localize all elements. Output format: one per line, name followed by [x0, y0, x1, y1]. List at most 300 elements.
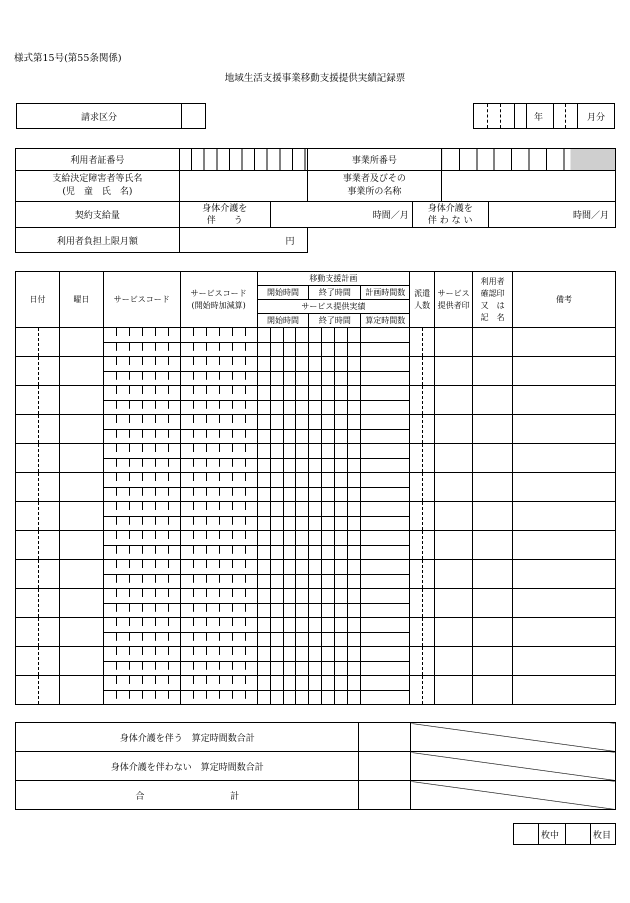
time-digit-cell[interactable] [257, 429, 270, 444]
hours-cell[interactable] [361, 458, 410, 473]
time-digit-cell[interactable] [335, 661, 348, 676]
time-digit-cell[interactable] [322, 560, 335, 575]
time-digit-cell[interactable] [309, 502, 322, 517]
hours-cell[interactable] [361, 676, 410, 691]
time-digit-cell[interactable] [335, 618, 348, 633]
copay-field[interactable] [179, 228, 307, 253]
dispatch-cell[interactable] [410, 328, 435, 357]
provider-seal-cell[interactable] [435, 415, 473, 444]
provider-seal-cell[interactable] [435, 386, 473, 415]
time-digit-cell[interactable] [322, 589, 335, 604]
time-digit-cell[interactable] [322, 444, 335, 459]
time-digit-cell[interactable] [270, 661, 283, 676]
time-digit-cell[interactable] [270, 487, 283, 502]
time-digit-cell[interactable] [348, 632, 361, 647]
time-digit-cell[interactable] [296, 342, 309, 357]
time-digit-cell[interactable] [270, 589, 283, 604]
remarks-cell[interactable] [513, 502, 616, 531]
service-code-start-cell[interactable] [180, 357, 257, 372]
hours-cell[interactable] [361, 545, 410, 560]
time-digit-cell[interactable] [270, 676, 283, 691]
hours-cell[interactable] [361, 589, 410, 604]
time-digit-cell[interactable] [309, 415, 322, 430]
service-code-cell[interactable] [103, 545, 180, 560]
service-code-start-cell[interactable] [180, 473, 257, 488]
time-digit-cell[interactable] [309, 371, 322, 386]
time-digit-cell[interactable] [322, 661, 335, 676]
with-care-total-field[interactable] [359, 723, 411, 752]
time-digit-cell[interactable] [296, 328, 309, 343]
user-confirm-cell[interactable] [473, 560, 513, 589]
time-digit-cell[interactable] [322, 328, 335, 343]
time-digit-cell[interactable] [335, 458, 348, 473]
time-digit-cell[interactable] [283, 632, 296, 647]
provider-seal-cell[interactable] [435, 531, 473, 560]
service-code-start-cell[interactable] [180, 516, 257, 531]
user-confirm-cell[interactable] [473, 386, 513, 415]
dispatch-cell[interactable] [410, 502, 435, 531]
hours-cell[interactable] [361, 386, 410, 401]
service-code-cell[interactable] [103, 531, 180, 546]
time-digit-cell[interactable] [257, 603, 270, 618]
without-care-total-field[interactable] [359, 752, 411, 781]
user-confirm-cell[interactable] [473, 357, 513, 386]
time-digit-cell[interactable] [257, 545, 270, 560]
service-code-cell[interactable] [103, 371, 180, 386]
time-digit-cell[interactable] [322, 429, 335, 444]
service-code-cell[interactable] [103, 690, 180, 705]
time-digit-cell[interactable] [335, 357, 348, 372]
time-digit-cell[interactable] [322, 400, 335, 415]
time-digit-cell[interactable] [283, 545, 296, 560]
time-digit-cell[interactable] [283, 502, 296, 517]
time-digit-cell[interactable] [283, 371, 296, 386]
remarks-cell[interactable] [513, 647, 616, 676]
remarks-cell[interactable] [513, 357, 616, 386]
time-digit-cell[interactable] [322, 676, 335, 691]
time-digit-cell[interactable] [283, 342, 296, 357]
time-digit-cell[interactable] [257, 661, 270, 676]
time-digit-cell[interactable] [296, 357, 309, 372]
time-digit-cell[interactable] [348, 400, 361, 415]
weekday-cell[interactable] [59, 531, 103, 560]
office-number-field[interactable] [442, 149, 616, 171]
time-digit-cell[interactable] [270, 444, 283, 459]
time-digit-cell[interactable] [322, 371, 335, 386]
time-digit-cell[interactable] [270, 386, 283, 401]
time-digit-cell[interactable] [335, 632, 348, 647]
time-digit-cell[interactable] [335, 589, 348, 604]
time-digit-cell[interactable] [257, 589, 270, 604]
time-digit-cell[interactable] [335, 487, 348, 502]
provider-seal-cell[interactable] [435, 328, 473, 357]
time-digit-cell[interactable] [296, 690, 309, 705]
time-digit-cell[interactable] [348, 342, 361, 357]
time-digit-cell[interactable] [348, 386, 361, 401]
dispatch-cell[interactable] [410, 444, 435, 473]
dispatch-cell[interactable] [410, 531, 435, 560]
time-digit-cell[interactable] [309, 342, 322, 357]
time-digit-cell[interactable] [322, 357, 335, 372]
time-digit-cell[interactable] [270, 357, 283, 372]
service-code-start-cell[interactable] [180, 560, 257, 575]
time-digit-cell[interactable] [322, 473, 335, 488]
hours-cell[interactable] [361, 574, 410, 589]
time-digit-cell[interactable] [348, 603, 361, 618]
time-digit-cell[interactable] [309, 661, 322, 676]
time-digit-cell[interactable] [283, 531, 296, 546]
time-digit-cell[interactable] [270, 400, 283, 415]
time-digit-cell[interactable] [348, 560, 361, 575]
hours-cell[interactable] [361, 473, 410, 488]
time-digit-cell[interactable] [322, 545, 335, 560]
service-code-cell[interactable] [103, 487, 180, 502]
time-digit-cell[interactable] [335, 574, 348, 589]
remarks-cell[interactable] [513, 473, 616, 502]
time-digit-cell[interactable] [283, 473, 296, 488]
service-code-cell[interactable] [103, 516, 180, 531]
time-digit-cell[interactable] [257, 502, 270, 517]
service-code-start-cell[interactable] [180, 342, 257, 357]
time-digit-cell[interactable] [348, 458, 361, 473]
time-digit-cell[interactable] [270, 516, 283, 531]
time-digit-cell[interactable] [322, 632, 335, 647]
time-digit-cell[interactable] [335, 502, 348, 517]
with-care-hours-field[interactable] [270, 202, 412, 227]
service-code-start-cell[interactable] [180, 589, 257, 604]
time-digit-cell[interactable] [283, 661, 296, 676]
time-digit-cell[interactable] [270, 574, 283, 589]
service-code-start-cell[interactable] [180, 502, 257, 517]
time-digit-cell[interactable] [283, 647, 296, 662]
service-code-start-cell[interactable] [180, 531, 257, 546]
time-digit-cell[interactable] [309, 647, 322, 662]
time-digit-cell[interactable] [257, 473, 270, 488]
time-digit-cell[interactable] [348, 415, 361, 430]
time-digit-cell[interactable] [309, 473, 322, 488]
hours-cell[interactable] [361, 516, 410, 531]
time-digit-cell[interactable] [257, 560, 270, 575]
service-code-start-cell[interactable] [180, 429, 257, 444]
time-digit-cell[interactable] [296, 400, 309, 415]
remarks-cell[interactable] [513, 444, 616, 473]
time-digit-cell[interactable] [309, 632, 322, 647]
time-digit-cell[interactable] [322, 458, 335, 473]
time-digit-cell[interactable] [296, 444, 309, 459]
hours-cell[interactable] [361, 618, 410, 633]
time-digit-cell[interactable] [283, 357, 296, 372]
time-digit-cell[interactable] [257, 458, 270, 473]
time-digit-cell[interactable] [322, 487, 335, 502]
time-digit-cell[interactable] [309, 603, 322, 618]
time-digit-cell[interactable] [270, 632, 283, 647]
time-digit-cell[interactable] [257, 371, 270, 386]
user-confirm-cell[interactable] [473, 473, 513, 502]
time-digit-cell[interactable] [257, 386, 270, 401]
time-digit-cell[interactable] [283, 516, 296, 531]
time-digit-cell[interactable] [257, 415, 270, 430]
date-cell[interactable] [16, 357, 60, 386]
time-digit-cell[interactable] [309, 560, 322, 575]
service-code-cell[interactable] [103, 429, 180, 444]
time-digit-cell[interactable] [296, 560, 309, 575]
weekday-cell[interactable] [59, 444, 103, 473]
provider-seal-cell[interactable] [435, 560, 473, 589]
time-digit-cell[interactable] [348, 589, 361, 604]
time-digit-cell[interactable] [283, 589, 296, 604]
time-digit-cell[interactable] [309, 618, 322, 633]
time-digit-cell[interactable] [283, 487, 296, 502]
user-confirm-cell[interactable] [473, 589, 513, 618]
time-digit-cell[interactable] [296, 632, 309, 647]
user-confirm-cell[interactable] [473, 618, 513, 647]
time-digit-cell[interactable] [296, 429, 309, 444]
time-digit-cell[interactable] [257, 647, 270, 662]
service-code-start-cell[interactable] [180, 603, 257, 618]
service-code-cell[interactable] [103, 618, 180, 633]
date-cell[interactable] [16, 618, 60, 647]
service-code-cell[interactable] [103, 328, 180, 343]
service-code-cell[interactable] [103, 589, 180, 604]
time-digit-cell[interactable] [270, 618, 283, 633]
time-digit-cell[interactable] [348, 545, 361, 560]
time-digit-cell[interactable] [348, 676, 361, 691]
time-digit-cell[interactable] [283, 560, 296, 575]
time-digit-cell[interactable] [296, 545, 309, 560]
time-digit-cell[interactable] [257, 400, 270, 415]
dispatch-cell[interactable] [410, 473, 435, 502]
remarks-cell[interactable] [513, 560, 616, 589]
weekday-cell[interactable] [59, 386, 103, 415]
time-digit-cell[interactable] [270, 502, 283, 517]
weekday-cell[interactable] [59, 589, 103, 618]
time-digit-cell[interactable] [335, 386, 348, 401]
time-digit-cell[interactable] [322, 574, 335, 589]
time-digit-cell[interactable] [296, 574, 309, 589]
time-digit-cell[interactable] [296, 618, 309, 633]
date-cell[interactable] [16, 560, 60, 589]
time-digit-cell[interactable] [296, 371, 309, 386]
provider-seal-cell[interactable] [435, 618, 473, 647]
service-code-cell[interactable] [103, 661, 180, 676]
service-code-start-cell[interactable] [180, 444, 257, 459]
hours-cell[interactable] [361, 444, 410, 459]
service-code-cell[interactable] [103, 415, 180, 430]
time-digit-cell[interactable] [335, 603, 348, 618]
time-digit-cell[interactable] [257, 632, 270, 647]
time-digit-cell[interactable] [270, 603, 283, 618]
service-code-cell[interactable] [103, 632, 180, 647]
remarks-cell[interactable] [513, 386, 616, 415]
time-digit-cell[interactable] [348, 328, 361, 343]
office-name-field[interactable] [442, 171, 616, 202]
time-digit-cell[interactable] [335, 429, 348, 444]
dispatch-cell[interactable] [410, 560, 435, 589]
service-code-start-cell[interactable] [180, 386, 257, 401]
date-cell[interactable] [16, 676, 60, 705]
provider-seal-cell[interactable] [435, 647, 473, 676]
hours-cell[interactable] [361, 531, 410, 546]
time-digit-cell[interactable] [309, 386, 322, 401]
time-digit-cell[interactable] [322, 603, 335, 618]
date-cell[interactable] [16, 502, 60, 531]
time-digit-cell[interactable] [335, 400, 348, 415]
service-code-start-cell[interactable] [180, 458, 257, 473]
time-digit-cell[interactable] [296, 473, 309, 488]
service-code-start-cell[interactable] [180, 618, 257, 633]
service-code-cell[interactable] [103, 574, 180, 589]
time-digit-cell[interactable] [335, 473, 348, 488]
time-digit-cell[interactable] [283, 415, 296, 430]
service-code-cell[interactable] [103, 647, 180, 662]
date-cell[interactable] [16, 473, 60, 502]
provider-seal-cell[interactable] [435, 473, 473, 502]
time-digit-cell[interactable] [348, 371, 361, 386]
user-confirm-cell[interactable] [473, 415, 513, 444]
time-digit-cell[interactable] [309, 429, 322, 444]
time-digit-cell[interactable] [283, 328, 296, 343]
time-digit-cell[interactable] [335, 371, 348, 386]
hours-cell[interactable] [361, 429, 410, 444]
time-digit-cell[interactable] [335, 676, 348, 691]
service-code-start-cell[interactable] [180, 632, 257, 647]
time-digit-cell[interactable] [309, 444, 322, 459]
time-digit-cell[interactable] [257, 328, 270, 343]
time-digit-cell[interactable] [309, 676, 322, 691]
date-cell[interactable] [16, 386, 60, 415]
weekday-cell[interactable] [59, 473, 103, 502]
time-digit-cell[interactable] [296, 603, 309, 618]
dispatch-cell[interactable] [410, 386, 435, 415]
time-digit-cell[interactable] [309, 574, 322, 589]
weekday-cell[interactable] [59, 676, 103, 705]
time-digit-cell[interactable] [283, 429, 296, 444]
remarks-cell[interactable] [513, 618, 616, 647]
time-digit-cell[interactable] [270, 415, 283, 430]
time-digit-cell[interactable] [309, 545, 322, 560]
hours-cell[interactable] [361, 632, 410, 647]
service-code-start-cell[interactable] [180, 690, 257, 705]
time-digit-cell[interactable] [335, 516, 348, 531]
time-digit-cell[interactable] [270, 429, 283, 444]
weekday-cell[interactable] [59, 647, 103, 676]
time-digit-cell[interactable] [348, 429, 361, 444]
time-digit-cell[interactable] [296, 647, 309, 662]
service-code-start-cell[interactable] [180, 574, 257, 589]
date-cell[interactable] [16, 415, 60, 444]
service-code-cell[interactable] [103, 473, 180, 488]
time-digit-cell[interactable] [270, 545, 283, 560]
time-digit-cell[interactable] [296, 676, 309, 691]
time-digit-cell[interactable] [270, 342, 283, 357]
hours-cell[interactable] [361, 502, 410, 517]
hours-cell[interactable] [361, 342, 410, 357]
weekday-cell[interactable] [59, 415, 103, 444]
time-digit-cell[interactable] [296, 661, 309, 676]
hours-cell[interactable] [361, 415, 410, 430]
date-cell[interactable] [16, 647, 60, 676]
time-digit-cell[interactable] [348, 444, 361, 459]
user-confirm-cell[interactable] [473, 647, 513, 676]
user-confirm-cell[interactable] [473, 531, 513, 560]
time-digit-cell[interactable] [283, 603, 296, 618]
time-digit-cell[interactable] [335, 415, 348, 430]
weekday-cell[interactable] [59, 357, 103, 386]
time-digit-cell[interactable] [270, 371, 283, 386]
time-digit-cell[interactable] [335, 342, 348, 357]
time-digit-cell[interactable] [309, 516, 322, 531]
time-digit-cell[interactable] [270, 647, 283, 662]
time-digit-cell[interactable] [283, 386, 296, 401]
service-code-cell[interactable] [103, 502, 180, 517]
service-code-cell[interactable] [103, 560, 180, 575]
user-cert-field[interactable] [179, 149, 307, 171]
user-confirm-cell[interactable] [473, 444, 513, 473]
hours-cell[interactable] [361, 661, 410, 676]
time-digit-cell[interactable] [322, 342, 335, 357]
hours-cell[interactable] [361, 560, 410, 575]
service-code-cell[interactable] [103, 444, 180, 459]
service-code-start-cell[interactable] [180, 487, 257, 502]
provider-seal-cell[interactable] [435, 357, 473, 386]
weekday-cell[interactable] [59, 328, 103, 357]
remarks-cell[interactable] [513, 531, 616, 560]
time-digit-cell[interactable] [322, 502, 335, 517]
time-digit-cell[interactable] [348, 531, 361, 546]
time-digit-cell[interactable] [335, 328, 348, 343]
time-digit-cell[interactable] [322, 690, 335, 705]
time-digit-cell[interactable] [309, 690, 322, 705]
service-code-start-cell[interactable] [180, 647, 257, 662]
time-digit-cell[interactable] [257, 531, 270, 546]
service-code-cell[interactable] [103, 357, 180, 372]
time-digit-cell[interactable] [335, 690, 348, 705]
remarks-cell[interactable] [513, 328, 616, 357]
time-digit-cell[interactable] [270, 690, 283, 705]
time-digit-cell[interactable] [283, 618, 296, 633]
time-digit-cell[interactable] [348, 647, 361, 662]
service-code-cell[interactable] [103, 676, 180, 691]
dispatch-cell[interactable] [410, 647, 435, 676]
time-digit-cell[interactable] [322, 516, 335, 531]
date-cell[interactable] [16, 589, 60, 618]
service-code-start-cell[interactable] [180, 545, 257, 560]
time-digit-cell[interactable] [335, 444, 348, 459]
time-digit-cell[interactable] [309, 458, 322, 473]
dispatch-cell[interactable] [410, 676, 435, 705]
time-digit-cell[interactable] [348, 574, 361, 589]
time-digit-cell[interactable] [296, 458, 309, 473]
weekday-cell[interactable] [59, 502, 103, 531]
time-digit-cell[interactable] [296, 516, 309, 531]
service-code-start-cell[interactable] [180, 676, 257, 691]
time-digit-cell[interactable] [348, 487, 361, 502]
time-digit-cell[interactable] [296, 487, 309, 502]
time-digit-cell[interactable] [348, 618, 361, 633]
time-digit-cell[interactable] [270, 328, 283, 343]
service-code-start-cell[interactable] [180, 371, 257, 386]
time-digit-cell[interactable] [296, 589, 309, 604]
time-digit-cell[interactable] [335, 560, 348, 575]
time-digit-cell[interactable] [322, 618, 335, 633]
hours-cell[interactable] [361, 690, 410, 705]
time-digit-cell[interactable] [322, 531, 335, 546]
user-confirm-cell[interactable] [473, 502, 513, 531]
time-digit-cell[interactable] [335, 531, 348, 546]
time-digit-cell[interactable] [322, 647, 335, 662]
time-digit-cell[interactable] [309, 487, 322, 502]
hours-cell[interactable] [361, 371, 410, 386]
